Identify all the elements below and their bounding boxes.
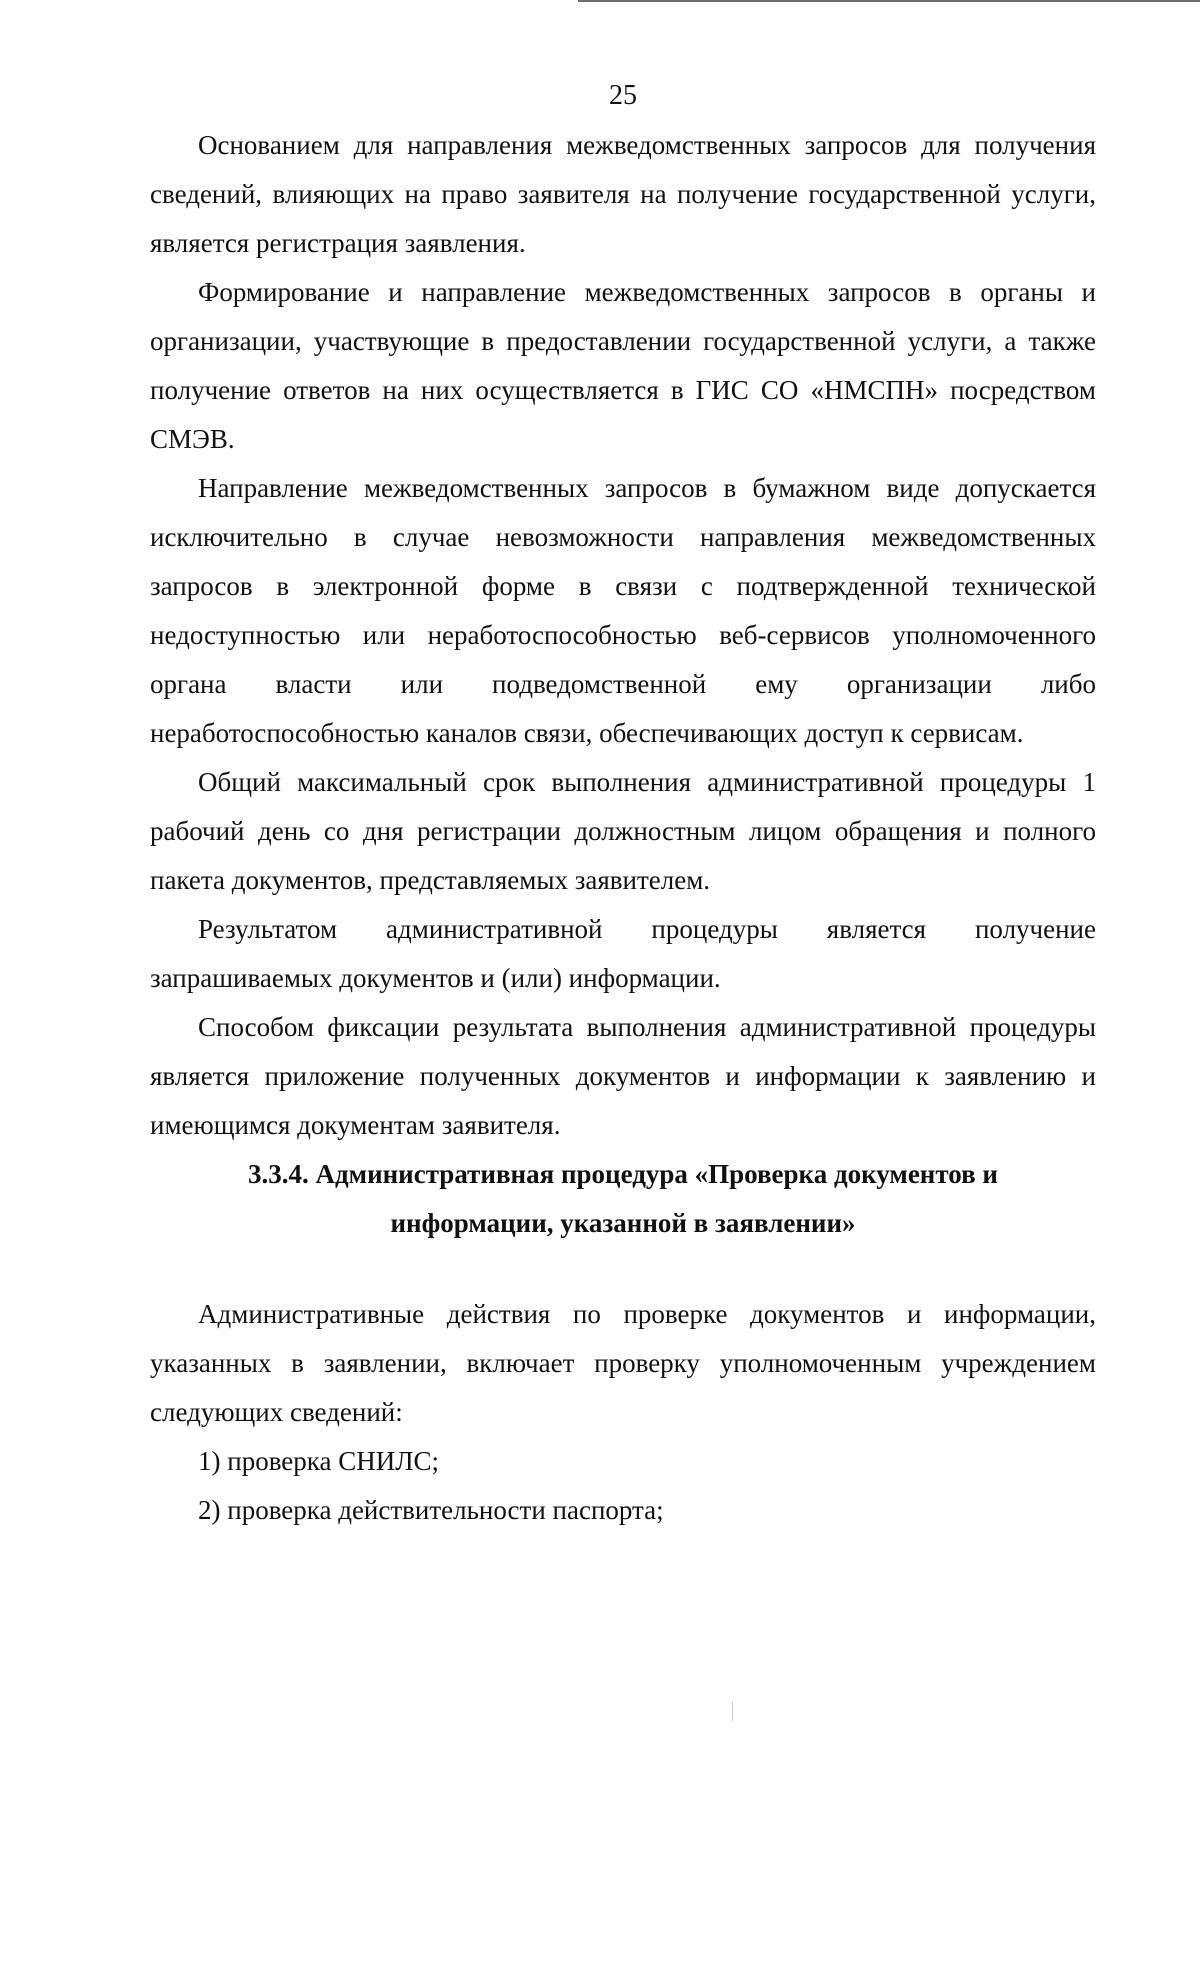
paragraph-paper-requests: Направление межведомственных запросов в бумажном виде допускается исключительно в случае невозможности направления межведомственных запросов в электронной форме в связи с подтвержденной технической недоступностью или неработоспособностью веб-сервисов уполномоченного органа власти или подведомственной ему организации либо неработоспособностью каналов связи, обеспечивающих доступ к сервисам.: [150, 473, 1096, 748]
document-body: [150, 121, 1096, 1535]
paragraph-request-forming: Формирование и направление межведомственных запросов в органы и организации, участвующие в предоставлении государственной услуги, а также получение ответов на них осуществляется в ГИС СО «НМСПН» посредством СМЭВ.: [150, 277, 1096, 454]
page-number: 25: [609, 80, 637, 111]
section-heading-line-2: информации, указанной в заявлении»: [390, 1208, 856, 1238]
list-item-passport: 2) проверка действительности паспорта;: [198, 1495, 664, 1525]
heading-spacer: [150, 1248, 1096, 1290]
section-heading-line-1: 3.3.4. Административная процедура «Проверка документов и: [248, 1159, 998, 1189]
list-item-snils: 1) проверка СНИЛС;: [198, 1446, 440, 1476]
section-heading: [150, 1150, 1096, 1248]
paragraph-check-actions: Административные действия по проверке документов и информации, указанных в заявлении, включает проверку уполномоченным учреждением следующих сведений:: [150, 1299, 1096, 1427]
paragraph-fixation-method: Способом фиксации результата выполнения административной процедуры является приложение полученных документов и информации к заявлению и имеющимся документам заявителя.: [150, 1012, 1096, 1140]
paragraph-request-basis: Основанием для направления межведомственных запросов для получения сведений, влияющих на право заявителя на получение государственной услуги, является регистрация заявления.: [150, 130, 1096, 258]
paragraph-max-term: Общий максимальный срок выполнения административной процедуры 1 рабочий день со дня регистрации должностным лицом обращения и полного пакета документов, представляемых заявителем.: [150, 767, 1096, 895]
paragraph-result: Результатом административной процедуры является получение запрашиваемых документов и (или) информации.: [150, 914, 1096, 993]
scan-edge-line: [578, 0, 1200, 2]
scan-speck: [732, 1702, 733, 1721]
